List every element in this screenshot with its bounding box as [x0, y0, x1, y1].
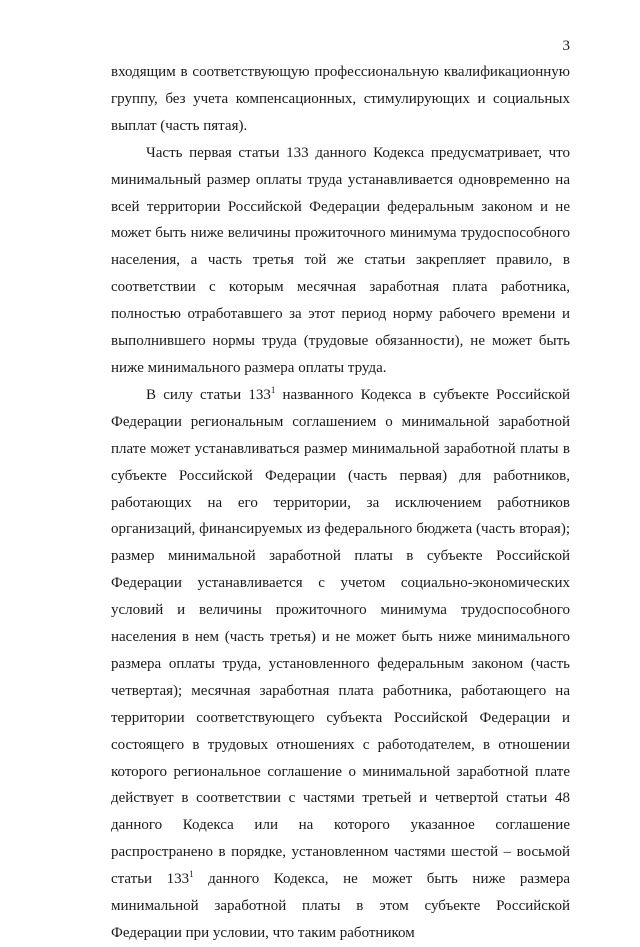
text-segment: данного Кодекса, не может быть ниже размера минимальной заработной платы в этом субъекте Российской Федерации при условии, что таким работником — [111, 871, 570, 941]
document-body — [111, 59, 570, 947]
text-segment: названного Кодекса в субъекте Российской Федерации региональным соглашением о минимальной заработной плате может устанавливаться размер минимальной заработной платы в субъекте Российской Федерации (часть первая) для работников, работающих на его территории, за исключением работников организаций, финансируемых из федерального бюджета (часть вторая); размер минимальной заработной платы в субъекте Российской Федерации устанавливается с учетом социально-экономических условий и величины прожиточного минимума трудоспособного населения в нем (часть третья) и не может быть ниже минимального размера оплаты труда, установленного федеральным законом (часть четвертая); месячная заработная плата работника, работающего на территории соответствующего субъекта Российской Федерации и состоящего в трудовых отношениях с работодателем, в отношении которого региональное соглашение о минимальной заработной плате действует в соответствии с частями третьей и четвертой статьи 48 данного Кодекса или на которого указанное соглашение распространено в порядке, установленном частями шестой – восьмой статьи 133 — [111, 386, 571, 888]
page-number: 3 — [562, 38, 570, 54]
paragraph — [111, 382, 570, 947]
paragraph — [111, 140, 570, 382]
superscript: 1 — [270, 384, 276, 395]
text-segment: Часть первая статьи 133 данного Кодекса предусматривает, что минимальный размер оплаты труда устанавливается одновременно на всей территории Российской Федерации федеральным законом и не может быть ниже величины прожиточного минимума трудоспособного населения, а часть третья той же статьи закрепляет правило, в соответствии с которым месячная заработная плата работника, полностью отработавшего за этот период норму рабочего времени и выполнившего нормы труда (трудовые обязанности), не может быть ниже минимального размера оплаты труда. — [111, 144, 570, 376]
superscript: 1 — [189, 869, 194, 880]
text-segment: В силу статьи 133 — [146, 386, 271, 403]
text-segment: входящим в соответствующую профессиональную квалификационную группу, без учета компенсационных, стимулирующих и социальных выплат (часть пятая). — [111, 64, 570, 134]
paragraph — [111, 59, 570, 140]
